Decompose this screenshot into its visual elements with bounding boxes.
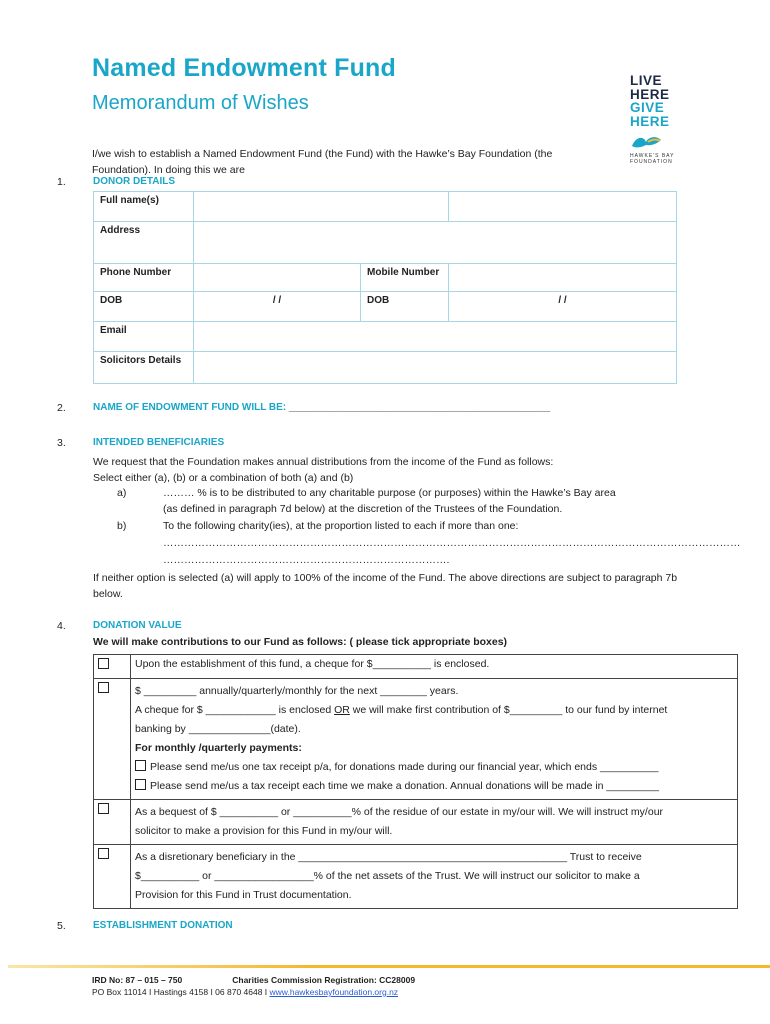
- footer-line-2: [92, 986, 415, 998]
- tax-receipt-each: Please send me/us a tax receipt each time we make a donation. Annual donations will be made in _________: [150, 780, 659, 792]
- logo-line-3: GIVE: [630, 100, 665, 115]
- logo-line-1: LIVE: [630, 73, 663, 88]
- section-5-number: 5.: [57, 920, 66, 932]
- contribution-text: we will make first contribution of $_________ to our fund by internet: [349, 704, 668, 716]
- cheque-text: A cheque for $ ____________ is enclosed: [135, 704, 335, 716]
- row-4-checkbox-cell[interactable]: [94, 845, 131, 909]
- donation-value-table: [93, 654, 738, 909]
- mobile-field[interactable]: [449, 264, 677, 292]
- section-4-title: DONATION VALUE: [93, 620, 182, 631]
- email-label: Email: [94, 322, 194, 352]
- beneficiaries-p3: If neither option is selected (a) will apply to 100% of the income of the Fund. The above directions are subject to paragraph 7b below.: [93, 572, 678, 600]
- donor-details-table: [93, 191, 677, 384]
- full-name-field-1[interactable]: [194, 192, 449, 222]
- option-a-text-2: (as defined in paragraph 7d below) at the discretion of the Trustees of the Foundation.: [163, 503, 563, 515]
- logo-line-2: HERE: [630, 86, 670, 102]
- row-2-line-e: [135, 758, 733, 777]
- option-a-label: a): [117, 487, 127, 499]
- section-2-title: [93, 402, 550, 413]
- row-3-checkbox-cell[interactable]: [94, 800, 131, 845]
- ird-number: IRD No: 87 – 015 – 750: [92, 975, 183, 985]
- charity-dots-line-1[interactable]: …………………………………………………………………………………………………………………………………………………: [163, 537, 741, 549]
- footer-line-1: [92, 974, 415, 986]
- solicitors-label: Solicitors Details: [94, 352, 194, 384]
- charity-dots-line-2[interactable]: ……………………………………………………………………….: [163, 554, 450, 566]
- fund-name-line[interactable]: _______________________________________________: [288, 402, 551, 413]
- footer-divider: [8, 965, 770, 968]
- checkbox-icon[interactable]: [98, 803, 109, 814]
- email-field[interactable]: [194, 322, 677, 352]
- option-a-text: ……… % is to be distributed to any charitable purpose (or purposes) within the Hawke’s Bay area: [163, 487, 616, 499]
- row-4-line-c: Provision for this Fund in Trust documentation.: [135, 889, 352, 901]
- checkbox-icon[interactable]: [135, 760, 146, 771]
- footer-address: PO Box 11014 I Hastings 4158 I 06 870 4648 I: [92, 987, 270, 997]
- row-4-content: [131, 845, 738, 909]
- checkbox-icon[interactable]: [98, 848, 109, 859]
- row-2-line-f: [135, 777, 733, 796]
- dob-2-label: DOB: [361, 292, 449, 322]
- or-text: OR: [334, 704, 350, 716]
- page-title: Named Endowment Fund: [92, 54, 396, 82]
- row-1-checkbox-cell[interactable]: [94, 655, 131, 679]
- row-4-line-a: As a disretionary beneficiary in the ______________________________________________ Trust to receive: [135, 851, 642, 863]
- foundation-logo: [630, 74, 690, 165]
- phone-label: Phone Number: [94, 264, 194, 292]
- section-2-number: 2.: [57, 402, 66, 414]
- row-2-line-a: $ _________ annually/quarterly/monthly for the next ________ years.: [135, 685, 459, 697]
- address-field[interactable]: [194, 222, 677, 264]
- mobile-label: Mobile Number: [361, 264, 449, 292]
- row-2-content: [131, 679, 738, 800]
- checkbox-icon[interactable]: [135, 779, 146, 790]
- donation-lead: We will make contributions to our Fund as follows: ( please tick appropriate boxes): [93, 636, 508, 648]
- option-b-label: b): [117, 520, 127, 532]
- row-2-line-c: banking by ______________(date).: [135, 723, 301, 735]
- dob-2-field[interactable]: / /: [449, 292, 677, 322]
- footer: [92, 974, 415, 998]
- solicitors-field[interactable]: [194, 352, 677, 384]
- logo-sub-1: HAWKE'S BAY: [630, 153, 675, 159]
- section-1-title: DONOR DETAILS: [93, 176, 176, 187]
- section-3-number: 3.: [57, 437, 66, 449]
- phone-field[interactable]: [194, 264, 361, 292]
- intro-paragraph: I/we wish to establish a Named Endowment Fund (the Fund) with the Hawke’s Bay Foundation (the Foundation). In doing this we are: [92, 148, 553, 176]
- section-4-number: 4.: [57, 620, 66, 632]
- tax-receipt-annual: Please send me/us one tax receipt p/a, for donations made during our financial year, which ends __________: [150, 761, 659, 773]
- row-2-line-b: [135, 701, 733, 720]
- row-4-line-b: $__________ or _________________% of the net assets of the Trust. We will instruct our solicitor to make a: [135, 870, 640, 882]
- charities-registration: Charities Commission Registration: CC28009: [232, 975, 416, 985]
- section-1-number: 1.: [57, 176, 66, 188]
- logo-sub-2: FOUNDATION: [630, 159, 673, 165]
- section-5-title: ESTABLISHMENT DONATION: [93, 920, 233, 931]
- full-name-field-2[interactable]: [449, 192, 677, 222]
- checkbox-icon[interactable]: [98, 658, 109, 669]
- logo-line-4: HERE: [630, 113, 670, 129]
- row-2-line-d: For monthly /quarterly payments:: [135, 742, 302, 754]
- fund-name-label: NAME OF ENDOWMENT FUND WILL BE:: [93, 402, 287, 413]
- row-2-checkbox-cell[interactable]: [94, 679, 131, 800]
- row-3-line-b: solicitor to make a provision for this Fund in my/our will.: [135, 825, 393, 837]
- map-swoosh-icon: [630, 134, 664, 150]
- beneficiaries-p1: We request that the Foundation makes annual distributions from the income of the Fund as follows:: [93, 456, 554, 468]
- website-link[interactable]: www.hawkesbayfoundation.org.nz: [269, 987, 399, 997]
- dob-label: DOB: [94, 292, 194, 322]
- address-label: Address: [94, 222, 194, 264]
- dob-field[interactable]: / /: [194, 292, 361, 322]
- full-name-label: Full name(s): [94, 192, 194, 222]
- row-3-line-a: As a bequest of $ __________ or __________% of the residue of our estate in my/our will. We will instruct my/our: [135, 806, 664, 818]
- beneficiaries-p2: Select either (a), (b) or a combination of both (a) and (b): [93, 472, 354, 484]
- checkbox-icon[interactable]: [98, 682, 109, 693]
- section-3-title: INTENDED BENEFICIARIES: [93, 437, 225, 448]
- row-1-text: Upon the establishment of this fund, a cheque for $__________ is enclosed.: [131, 655, 738, 679]
- page-subtitle: Memorandum of Wishes: [92, 92, 309, 114]
- row-3-content: [131, 800, 738, 845]
- option-b-text: To the following charity(ies), at the proportion listed to each if more than one:: [163, 520, 519, 532]
